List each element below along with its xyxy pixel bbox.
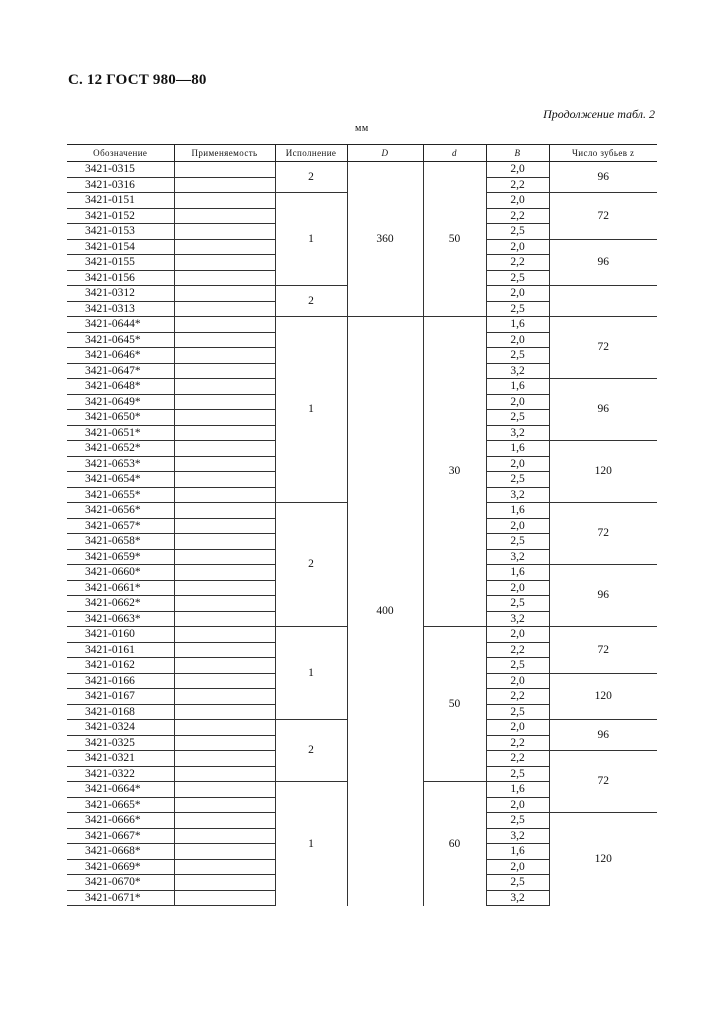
applicability-cell — [174, 813, 275, 829]
applicability-cell — [174, 224, 275, 240]
designation-cell: 3421-0162 — [67, 658, 174, 674]
header-B: B — [486, 145, 549, 162]
table-continuation-label: Продолжение табл. 2 — [543, 107, 655, 121]
designation-cell: 3421-0648* — [67, 379, 174, 395]
applicability-cell — [174, 379, 275, 395]
designation-cell: 3421-0155 — [67, 255, 174, 271]
applicability-cell — [174, 410, 275, 426]
applicability-cell — [174, 441, 275, 457]
B-cell: 3,2 — [486, 363, 549, 379]
designation-cell: 3421-0651* — [67, 425, 174, 441]
applicability-cell — [174, 503, 275, 519]
designation-cell: 3421-0153 — [67, 224, 174, 240]
designation-cell: 3421-0322 — [67, 766, 174, 782]
execution-cell: 1 — [275, 782, 347, 906]
B-cell: 2,5 — [486, 596, 549, 612]
designation-cell: 3421-0154 — [67, 239, 174, 255]
table-header-row — [67, 145, 657, 162]
header-execution: Исполнение — [275, 145, 347, 162]
applicability-cell — [174, 844, 275, 860]
applicability-cell — [174, 735, 275, 751]
B-cell: 2,0 — [486, 394, 549, 410]
B-cell: 2,2 — [486, 735, 549, 751]
B-cell: 3,2 — [486, 890, 549, 906]
applicability-cell — [174, 859, 275, 875]
applicability-cell — [174, 425, 275, 441]
B-cell: 1,6 — [486, 565, 549, 581]
header-applicability: Применяемость — [174, 145, 275, 162]
applicability-cell — [174, 627, 275, 643]
applicability-cell — [174, 782, 275, 798]
teeth-cell: 72 — [549, 751, 657, 813]
designation-cell: 3421-0649* — [67, 394, 174, 410]
B-cell: 2,5 — [486, 224, 549, 240]
teeth-cell — [549, 286, 657, 317]
execution-cell: 2 — [275, 286, 347, 317]
dimensions-table — [67, 144, 657, 906]
applicability-cell — [174, 363, 275, 379]
designation-cell: 3421-0655* — [67, 487, 174, 503]
applicability-cell — [174, 317, 275, 333]
teeth-cell: 96 — [549, 379, 657, 441]
designation-cell: 3421-0664* — [67, 782, 174, 798]
designation-cell: 3421-0653* — [67, 456, 174, 472]
B-cell: 2,2 — [486, 642, 549, 658]
B-cell: 3,2 — [486, 828, 549, 844]
B-cell: 2,2 — [486, 689, 549, 705]
D-cell: 400 — [347, 317, 423, 906]
designation-cell: 3421-0313 — [67, 301, 174, 317]
applicability-cell — [174, 720, 275, 736]
designation-cell: 3421-0312 — [67, 286, 174, 302]
designation-cell: 3421-0325 — [67, 735, 174, 751]
designation-cell: 3421-0666* — [67, 813, 174, 829]
B-cell: 2,0 — [486, 193, 549, 209]
B-cell: 2,2 — [486, 208, 549, 224]
applicability-cell — [174, 534, 275, 550]
applicability-cell — [174, 301, 275, 317]
applicability-cell — [174, 890, 275, 906]
applicability-cell — [174, 875, 275, 891]
B-cell: 1,6 — [486, 844, 549, 860]
designation-cell: 3421-0156 — [67, 270, 174, 286]
B-cell: 2,5 — [486, 658, 549, 674]
header-D: D — [347, 145, 423, 162]
table-row — [67, 162, 657, 178]
teeth-cell: 120 — [549, 441, 657, 503]
B-cell: 2,5 — [486, 766, 549, 782]
teeth-cell: 72 — [549, 627, 657, 674]
applicability-cell — [174, 255, 275, 271]
applicability-cell — [174, 270, 275, 286]
designation-cell: 3421-0667* — [67, 828, 174, 844]
designation-cell: 3421-0656* — [67, 503, 174, 519]
B-cell: 2,2 — [486, 177, 549, 193]
designation-cell: 3421-0167 — [67, 689, 174, 705]
B-cell: 2,5 — [486, 410, 549, 426]
applicability-cell — [174, 766, 275, 782]
teeth-cell: 96 — [549, 565, 657, 627]
designation-cell: 3421-0650* — [67, 410, 174, 426]
designation-cell: 3421-0663* — [67, 611, 174, 627]
applicability-cell — [174, 658, 275, 674]
applicability-cell — [174, 580, 275, 596]
execution-cell: 2 — [275, 720, 347, 782]
applicability-cell — [174, 348, 275, 364]
B-cell: 1,6 — [486, 782, 549, 798]
teeth-cell: 96 — [549, 239, 657, 286]
designation-cell: 3421-0646* — [67, 348, 174, 364]
header-designation: Обозначение — [67, 145, 174, 162]
B-cell: 2,0 — [486, 162, 549, 178]
applicability-cell — [174, 487, 275, 503]
teeth-cell: 120 — [549, 673, 657, 720]
B-cell: 3,2 — [486, 549, 549, 565]
designation-cell: 3421-0662* — [67, 596, 174, 612]
applicability-cell — [174, 456, 275, 472]
applicability-cell — [174, 828, 275, 844]
designation-cell: 3421-0316 — [67, 177, 174, 193]
applicability-cell — [174, 642, 275, 658]
teeth-cell: 72 — [549, 193, 657, 240]
B-cell: 2,0 — [486, 332, 549, 348]
B-cell: 2,5 — [486, 472, 549, 488]
B-cell: 2,2 — [486, 751, 549, 767]
teeth-cell: 96 — [549, 162, 657, 193]
applicability-cell — [174, 596, 275, 612]
B-cell: 2,5 — [486, 270, 549, 286]
B-cell: 2,0 — [486, 720, 549, 736]
header-teeth: Число зубьев z — [549, 145, 657, 162]
B-cell: 2,5 — [486, 875, 549, 891]
applicability-cell — [174, 549, 275, 565]
B-cell: 2,5 — [486, 704, 549, 720]
table-row — [67, 317, 657, 333]
designation-cell: 3421-0647* — [67, 363, 174, 379]
execution-cell: 1 — [275, 317, 347, 503]
applicability-cell — [174, 518, 275, 534]
designation-cell: 3421-0661* — [67, 580, 174, 596]
designation-cell: 3421-0321 — [67, 751, 174, 767]
B-cell: 2,0 — [486, 286, 549, 302]
B-cell: 3,2 — [486, 487, 549, 503]
designation-cell: 3421-0665* — [67, 797, 174, 813]
designation-cell: 3421-0670* — [67, 875, 174, 891]
execution-cell: 1 — [275, 627, 347, 720]
page-header: С. 12 ГОСТ 980—80 — [68, 72, 207, 88]
designation-cell: 3421-0652* — [67, 441, 174, 457]
designation-cell: 3421-0668* — [67, 844, 174, 860]
applicability-cell — [174, 332, 275, 348]
applicability-cell — [174, 193, 275, 209]
B-cell: 3,2 — [486, 611, 549, 627]
B-cell: 2,5 — [486, 301, 549, 317]
teeth-cell: 72 — [549, 317, 657, 379]
designation-cell: 3421-0161 — [67, 642, 174, 658]
teeth-cell: 120 — [549, 813, 657, 906]
units-label: мм — [355, 123, 369, 134]
execution-cell: 1 — [275, 193, 347, 286]
designation-cell: 3421-0657* — [67, 518, 174, 534]
B-cell: 2,5 — [486, 813, 549, 829]
B-cell: 2,5 — [486, 534, 549, 550]
B-cell: 2,2 — [486, 255, 549, 271]
designation-cell: 3421-0654* — [67, 472, 174, 488]
applicability-cell — [174, 177, 275, 193]
designation-cell: 3421-0644* — [67, 317, 174, 333]
B-cell: 1,6 — [486, 379, 549, 395]
designation-cell: 3421-0151 — [67, 193, 174, 209]
B-cell: 2,0 — [486, 797, 549, 813]
applicability-cell — [174, 751, 275, 767]
applicability-cell — [174, 239, 275, 255]
applicability-cell — [174, 208, 275, 224]
designation-cell: 3421-0168 — [67, 704, 174, 720]
d-cell: 50 — [423, 627, 486, 782]
applicability-cell — [174, 162, 275, 178]
designation-cell: 3421-0166 — [67, 673, 174, 689]
B-cell: 2,0 — [486, 673, 549, 689]
d-cell: 30 — [423, 317, 486, 627]
B-cell: 2,0 — [486, 627, 549, 643]
designation-cell: 3421-0160 — [67, 627, 174, 643]
d-cell: 50 — [423, 162, 486, 317]
B-cell: 2,0 — [486, 580, 549, 596]
B-cell: 1,6 — [486, 317, 549, 333]
B-cell: 1,6 — [486, 441, 549, 457]
applicability-cell — [174, 286, 275, 302]
designation-cell: 3421-0152 — [67, 208, 174, 224]
teeth-cell: 72 — [549, 503, 657, 565]
applicability-cell — [174, 689, 275, 705]
designation-cell: 3421-0324 — [67, 720, 174, 736]
designation-cell: 3421-0659* — [67, 549, 174, 565]
designation-cell: 3421-0660* — [67, 565, 174, 581]
header-d: d — [423, 145, 486, 162]
applicability-cell — [174, 704, 275, 720]
applicability-cell — [174, 797, 275, 813]
designation-cell: 3421-0671* — [67, 890, 174, 906]
applicability-cell — [174, 611, 275, 627]
B-cell: 2,0 — [486, 518, 549, 534]
table-body — [67, 162, 657, 906]
designation-cell: 3421-0315 — [67, 162, 174, 178]
B-cell: 2,0 — [486, 239, 549, 255]
applicability-cell — [174, 472, 275, 488]
designation-cell: 3421-0669* — [67, 859, 174, 875]
d-cell: 60 — [423, 782, 486, 906]
applicability-cell — [174, 673, 275, 689]
B-cell: 2,5 — [486, 348, 549, 364]
B-cell: 1,6 — [486, 503, 549, 519]
B-cell: 2,0 — [486, 859, 549, 875]
applicability-cell — [174, 565, 275, 581]
D-cell: 360 — [347, 162, 423, 317]
execution-cell: 2 — [275, 162, 347, 193]
teeth-cell: 96 — [549, 720, 657, 751]
B-cell: 3,2 — [486, 425, 549, 441]
designation-cell: 3421-0658* — [67, 534, 174, 550]
execution-cell: 2 — [275, 503, 347, 627]
designation-cell: 3421-0645* — [67, 332, 174, 348]
applicability-cell — [174, 394, 275, 410]
B-cell: 2,0 — [486, 456, 549, 472]
